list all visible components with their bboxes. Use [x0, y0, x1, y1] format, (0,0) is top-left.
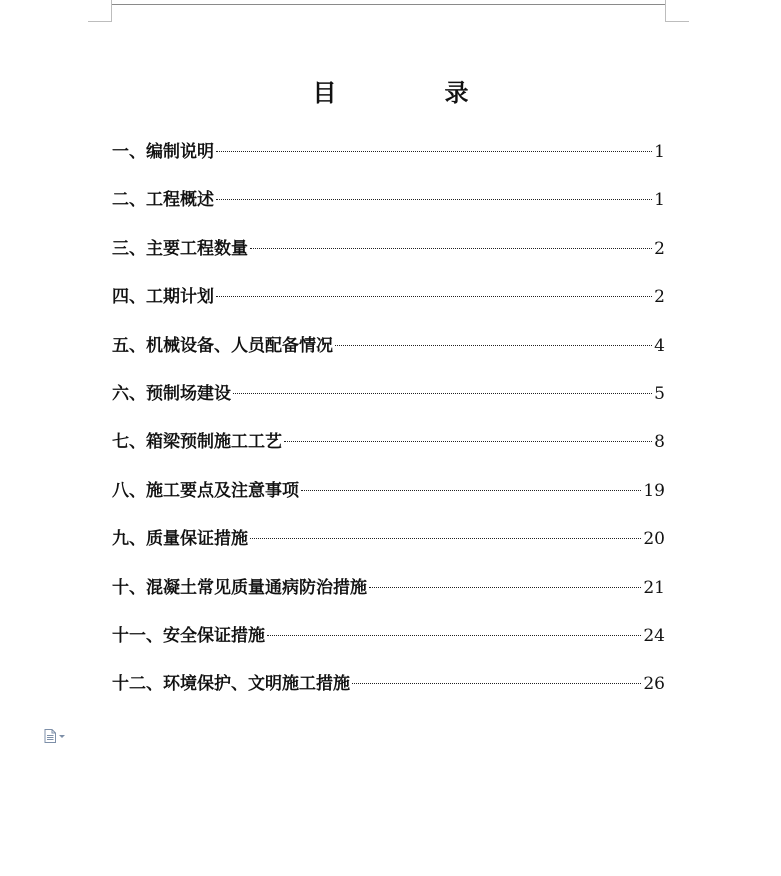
chevron-down-icon: [59, 735, 65, 738]
crop-mark-top-right-vertical: [665, 0, 666, 22]
toc-entry-label: 十二、环境保护、文明施工措施: [112, 674, 350, 695]
toc-entry[interactable]: [112, 477, 665, 525]
toc-entry-page: 2: [654, 287, 665, 308]
toc-entry[interactable]: [112, 332, 665, 380]
toc-entry-page: 5: [654, 383, 665, 404]
toc-dot-leader: [301, 490, 641, 491]
toc-entry-page: 21: [643, 577, 665, 598]
toc-entry[interactable]: [112, 186, 665, 234]
toc-entry-page: 24: [643, 625, 665, 646]
toc-dot-leader: [216, 151, 652, 152]
toc-entry-page: 26: [643, 674, 665, 695]
toc-dot-leader: [369, 587, 641, 588]
toc-entry[interactable]: [112, 428, 665, 476]
toc-dot-leader: [216, 199, 652, 200]
toc-entry-label: 六、预制场建设: [112, 383, 231, 404]
toc-entry-label: 九、质量保证措施: [112, 529, 248, 550]
toc-entry-label: 五、机械设备、人员配备情况: [112, 335, 333, 356]
toc-entry-page: 19: [643, 480, 665, 501]
toc-entry-label: 四、工期计划: [112, 287, 214, 308]
toc-entry[interactable]: [112, 380, 665, 428]
toc-entry-page: 8: [654, 432, 665, 453]
toc-dot-leader: [250, 538, 641, 539]
toc-entry[interactable]: [112, 235, 665, 283]
toc-entry-label: 一、编制说明: [112, 142, 214, 162]
toc-entry[interactable]: [112, 525, 665, 573]
toc-entry-page: 2: [654, 238, 665, 259]
toc-entry-page: 1: [654, 142, 665, 162]
toc-entry[interactable]: [112, 138, 665, 186]
toc-entry[interactable]: [112, 283, 665, 331]
toc-entry-label: 八、施工要点及注意事项: [112, 480, 299, 501]
toc-entry[interactable]: [112, 574, 665, 622]
toc-entry-label: 三、主要工程数量: [112, 238, 248, 259]
crop-mark-top-right-horizontal: [665, 21, 689, 22]
crop-mark-top-left-horizontal: [88, 21, 112, 22]
toc-entry-label: 二、工程概述: [112, 190, 214, 211]
toc-entry[interactable]: [112, 670, 665, 718]
toc-dot-leader: [267, 635, 641, 636]
toc-entry-label: 十一、安全保证措施: [112, 625, 265, 646]
document-icon: [44, 729, 56, 743]
toc-entry-page: 4: [654, 335, 665, 356]
crop-mark-top-left-vertical: [111, 0, 112, 22]
toc-entry-page: 1: [654, 190, 665, 211]
toc-dot-leader: [352, 683, 641, 684]
toc-dot-leader: [250, 248, 652, 249]
paste-options-button[interactable]: [44, 729, 65, 743]
toc-dot-leader: [284, 441, 652, 442]
toc-entry-label: 十、混凝土常见质量通病防治措施: [112, 577, 367, 598]
header-boundary-line: [112, 4, 665, 5]
toc-title: 目 录: [312, 78, 511, 107]
toc-list: [112, 138, 665, 719]
toc-entry[interactable]: [112, 622, 665, 670]
toc-dot-leader: [233, 393, 652, 394]
toc-entry-label: 七、箱梁预制施工工艺: [112, 432, 282, 453]
toc-entry-page: 20: [643, 529, 665, 550]
toc-dot-leader: [335, 345, 652, 346]
toc-dot-leader: [216, 296, 652, 297]
